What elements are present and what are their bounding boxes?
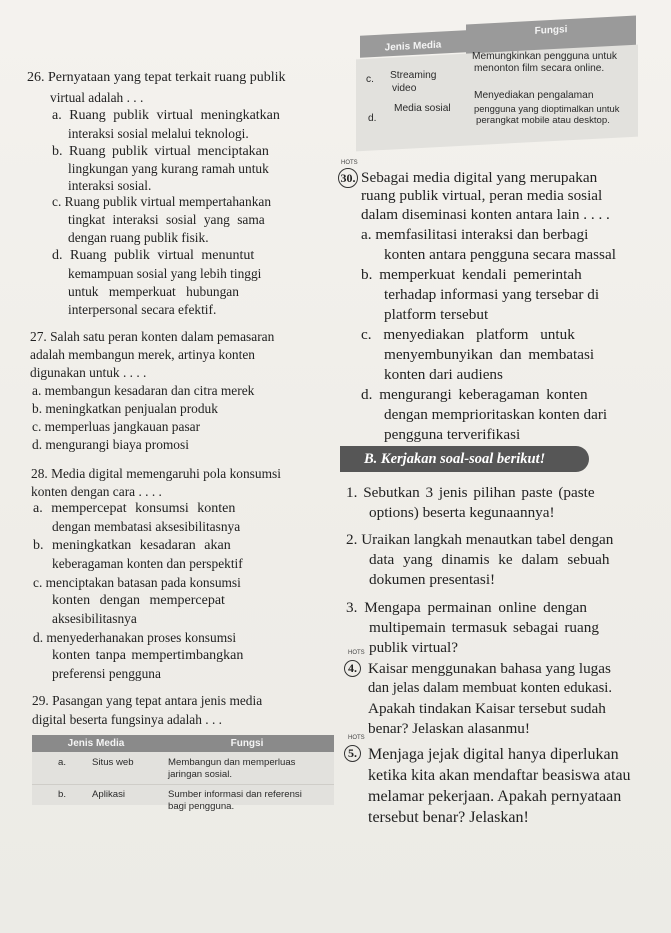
- q26-option-d-2: kemampuan sosial yang lebih tinggi: [68, 266, 262, 281]
- q28-option-b-2: keberagaman konten dan perspektif: [52, 556, 243, 571]
- q30-option-c-3: konten dari audiens: [384, 366, 503, 383]
- section-b-banner: B. Kerjakan soal-soal berikut!: [340, 446, 589, 472]
- essay-5-number: [344, 744, 364, 762]
- q26-option-c-1: c. Ruang publik virtual mempertahankan: [52, 194, 272, 209]
- top-table-row-d-letter: d.: [368, 113, 377, 124]
- q27-option-c: c. memperluas jangkauan pasar: [32, 419, 201, 434]
- q30-option-d-1: d. mengurangi keberagaman konten: [361, 386, 588, 403]
- essay-5-hots-badge: HOTS: [348, 735, 365, 741]
- q28-option-a-1: a. mempercepat konsumsi konten: [33, 501, 236, 516]
- essay-2-line-1: 2. Uraikan langkah menautkan tabel dengan: [346, 531, 614, 548]
- top-table-row-c-letter: c.: [366, 74, 374, 85]
- q30-option-d-3: pengguna terverifikasi: [384, 426, 521, 443]
- q27-stem-3: digunakan untuk . . . .: [30, 365, 147, 380]
- essay-4-line-1: Kaisar menggunakan bahasa yang lugas: [368, 660, 611, 677]
- q30-option-b-3: platform tersebut: [384, 306, 489, 323]
- q28-option-b-1: b. meningkatkan kesadaran akan: [33, 538, 231, 553]
- top-table-row-c-fungsi-2: menonton film secara online.: [474, 63, 605, 74]
- essay-3-line-3: publik virtual?: [369, 639, 458, 656]
- q26-option-b-1: b. Ruang publik virtual menciptakan: [52, 144, 269, 159]
- q30-option-a-2: konten antara pengguna secara massal: [384, 246, 616, 263]
- q26-option-d-3: untuk memperkuat hubungan: [68, 284, 239, 299]
- essay-5-number-circle: 5.: [344, 745, 361, 762]
- essay-4-hots-badge: HOTS: [348, 650, 365, 656]
- q29-row-a-letter: a.: [58, 757, 67, 768]
- q26-stem-2: virtual adalah . . .: [50, 90, 144, 105]
- q26-option-d-1: d. Ruang publik virtual menuntut: [52, 248, 255, 263]
- essay-3-line-1: 3. Mengapa permainan online dengan: [346, 599, 587, 616]
- q28-stem-2: konten dengan cara . . . .: [31, 484, 162, 499]
- q27-option-b: b. meningkatkan penjualan produk: [32, 401, 218, 416]
- essay-5-line-3: melamar pekerjaan. Apakah pernyataan: [368, 788, 622, 805]
- q30-option-c-1: c. menyediakan platform untuk: [361, 326, 575, 343]
- q28-option-c-1: c. menciptakan batasan pada konsumsi: [33, 575, 241, 590]
- top-table-header-media: Jenis Media: [360, 30, 466, 58]
- essay-1-line-2: options) beserta kegunaannya!: [369, 504, 555, 521]
- q30-stem-2: ruang publik virtual, peran media sosial: [361, 187, 603, 204]
- q30-option-d-2: dengan memprioritaskan konten dari: [384, 406, 608, 423]
- essay-2-line-2: data yang dinamis ke dalam sebuah: [369, 551, 610, 568]
- q29-stem-2: digital beserta fungsinya adalah . . .: [32, 712, 223, 727]
- top-table-row-d-fungsi-2: pengguna yang dioptimalkan untuk: [474, 103, 620, 114]
- q30-number: [338, 168, 361, 188]
- q28-option-d-1: d. menyederhanakan proses konsumsi: [33, 630, 237, 645]
- essay-4-number: [344, 659, 364, 677]
- q28-stem-1: 28. Media digital memengaruhi pola konsumsi: [31, 466, 281, 481]
- q29-row-a-media: Situs web: [92, 757, 134, 768]
- essay-5-line-1: Menjaga jejak digital hanya diperlukan: [368, 746, 619, 763]
- q30-option-b-2: terhadap informasi yang tersebar di: [384, 286, 600, 303]
- q27-stem-1: 27. Salah satu peran konten dalam pemasaran: [30, 329, 275, 344]
- q30-stem-3: dalam diseminasi konten antara lain . . . .: [361, 206, 610, 223]
- top-table-row-c-media-2: video: [392, 83, 417, 94]
- q28-option-a-2: dengan membatasi aksesibilitasnya: [52, 519, 241, 534]
- q29-table-header-media: Jenis Media: [32, 735, 160, 752]
- essay-1-line-1: 1. Sebutkan 3 jenis pilihan paste (paste: [346, 484, 595, 501]
- q29-row-b-fungsi-2: bagi pengguna.: [168, 801, 235, 812]
- essay-2-line-3: dokumen presentasi!: [369, 571, 496, 588]
- q26-option-c-3: dengan ruang publik fisik.: [68, 230, 209, 245]
- essay-5-line-2: ketika kita akan mendaftar beasiswa atau: [368, 767, 631, 784]
- essay-3-line-2: multipemain termasuk sebagai ruang: [369, 619, 599, 636]
- q30-option-a-1: a. memfasilitasi interaksi dan berbagi: [361, 226, 589, 243]
- q29-table-divider: [32, 784, 334, 785]
- q27-option-d: d. mengurangi biaya promosi: [32, 437, 189, 452]
- essay-4-number-circle: 4.: [344, 660, 361, 677]
- essay-4-line-2: dan jelas dalam membuat konten edukasi.: [368, 680, 612, 696]
- q30-option-c-2: menyembunyikan dan membatasi: [384, 346, 595, 363]
- q28-option-d-3: preferensi pengguna: [52, 666, 161, 681]
- q26-stem-1: 26. Pernyataan yang tepat terkait ruang publik: [27, 70, 286, 85]
- q29-row-a-fungsi-1: Membangun dan memperluas: [168, 757, 296, 768]
- q29-table-header-fungsi: Fungsi: [160, 735, 334, 752]
- q28-option-d-2: konten tanpa mempertimbangkan: [52, 648, 244, 663]
- q26-option-a-1: a. Ruang publik virtual meningkatkan: [52, 108, 280, 123]
- q28-option-c-2: konten dengan mempercepat: [52, 593, 225, 608]
- q29-row-b-letter: b.: [58, 789, 67, 800]
- q26-option-b-2: lingkungan yang kurang ramah untuk: [68, 161, 269, 176]
- top-table-header-fungsi: Fungsi: [466, 16, 636, 55]
- q30-number-circle: 30.: [338, 168, 358, 188]
- q29-row-b-fungsi-1: Sumber informasi dan referensi: [168, 789, 302, 800]
- top-table-row-d-fungsi-3: perangkat mobile atau desktop.: [476, 115, 610, 126]
- q28-option-c-3: aksesibilitasnya: [52, 611, 137, 626]
- q26-option-d-4: interpersonal secara efektif.: [68, 302, 217, 317]
- q29-row-b-media: Aplikasi: [92, 789, 126, 800]
- essay-5-line-4: tersebut benar? Jelaskan!: [368, 809, 529, 826]
- q26-option-b-3: interaksi sosial.: [68, 178, 152, 193]
- top-table-row-c-media-1: Streaming: [390, 70, 437, 81]
- top-table-row-c-fungsi-1: Memungkinkan pengguna untuk: [472, 51, 617, 62]
- essay-4-line-3: Apakah tindakan Kaisar tersebut sudah: [368, 700, 606, 717]
- q29-row-a-fungsi-2: jaringan sosial.: [168, 769, 232, 780]
- q29-stem-1: 29. Pasangan yang tepat antara jenis media: [32, 693, 263, 708]
- top-table-row-d-media-1: Media sosial: [394, 103, 451, 114]
- q27-stem-2: adalah membangun merek, artinya konten: [30, 347, 255, 362]
- q30-stem-1: Sebagai media digital yang merupakan: [361, 169, 598, 186]
- q26-option-c-2: tingkat interaksi sosial yang sama: [68, 212, 265, 227]
- essay-4-line-4: benar? Jelaskan alasanmu!: [368, 720, 530, 737]
- q27-option-a: a. membangun kesadaran dan citra merek: [32, 383, 255, 398]
- q30-hots-badge: HOTS: [341, 160, 358, 166]
- top-table-row-d-fungsi-1: Menyediakan pengalaman: [474, 90, 594, 101]
- q26-option-a-2: interaksi sosial melalui teknologi.: [68, 126, 249, 141]
- q30-option-b-1: b. memperkuat kendali pemerintah: [361, 266, 582, 283]
